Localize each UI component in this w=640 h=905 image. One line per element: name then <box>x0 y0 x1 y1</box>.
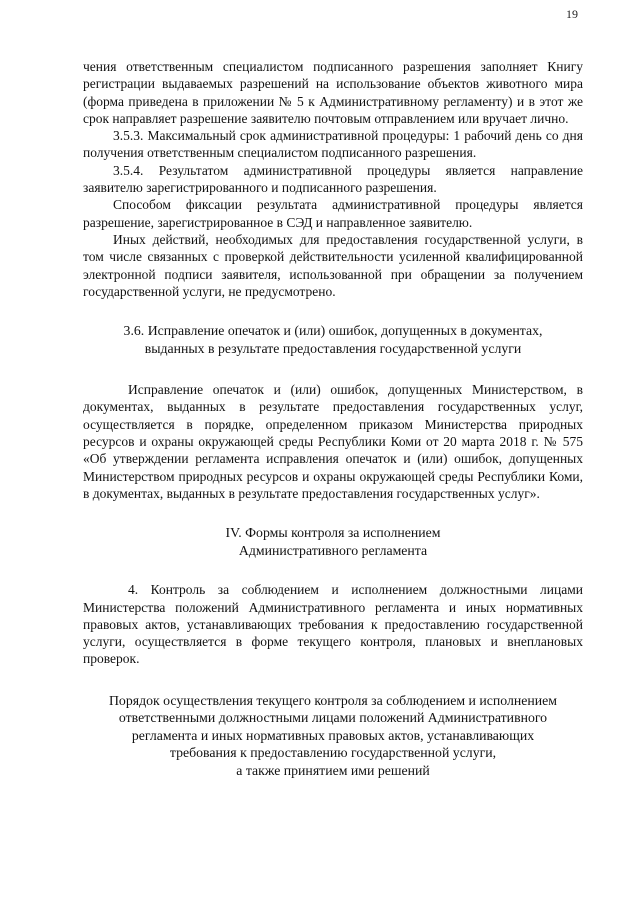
document-body <box>83 58 583 779</box>
subsection-heading-line-5: а также принятием ими решений <box>236 762 430 778</box>
paragraph-continuation: чения ответственным специалистом подписанного разрешения заполняет Книгу регистрации выдаваемых разрешений на использование объектов животного мира (форма приведена в приложении № 5 к Административному регламенту) и в этот же срок направляет разрешение заявителю почтовым отправлением или вручает лично. <box>83 59 583 126</box>
subsection-heading-control-procedure <box>83 692 583 780</box>
subsection-heading-line-4: требования к предоставлению государственной услуги, <box>169 745 497 761</box>
subsection-heading-line-3: регламента и иных нормативных правовых актов, устанавливающих <box>131 727 535 743</box>
paragraph-3-5-3: 3.5.3. Максимальный срок административной процедуры: 1 рабочий день со дня получения ответственным специалистом подписанного разрешения. <box>83 128 583 161</box>
subsection-heading-line-2: ответственными должностными лицами положений Административного <box>118 710 548 726</box>
paragraph-fixation-method: Способом фиксации результата административной процедуры является разрешение, зарегистрированное в СЭД и направленное заявителю. <box>83 197 583 230</box>
paragraph-4-control: 4. Контроль за соблюдением и исполнением должностными лицами Министерства положений Административного регламента и иных нормативных правовых актов, устанавливающих требования к предоставлению государственной услуги, осуществляется в форме текущего контроля, плановых и внеплановых проверок. <box>83 582 583 667</box>
paragraph-corrections: Исправление опечаток и (или) ошибок, допущенных Министерством, в документах, выданных в результате предоставления государственных услуг, осуществляется в порядке, определенном приказом Министерства природных ресурсов и охраны окружающей среды Республики Коми от 20 марта 2018 г. № 575 «Об утверждении регламента исправления опечаток и (или) ошибок, допущенных Министерством природных ресурсов и охраны окружающей среды Республики Коми, в документах, выданных в результате предоставления государственных услуг». <box>83 382 583 501</box>
section-heading-3-6-line-1: 3.6. Исправление опечаток и (или) ошибок, допущенных в документах, <box>123 323 543 339</box>
chapter-heading-iv <box>83 524 583 559</box>
paragraph-other-actions: Иных действий, необходимых для предоставления государственной услуги, в том числе связанных с проверкой действительности усиленной квалифицированной электронной подписи заявителя, использованной при обращении за получением государственной услуги, не предусмотрено. <box>83 231 583 299</box>
paragraph-3-5-4: 3.5.4. Результатом административной процедуры является направление заявителю зарегистрированного и подписанного разрешения. <box>83 162 583 196</box>
section-heading-3-6 <box>83 322 583 357</box>
chapter-heading-iv-line-1: IV. Формы контроля за исполнением <box>225 525 441 541</box>
page-number: 19 <box>566 7 578 21</box>
subsection-heading-line-1: Порядок осуществления текущего контроля за соблюдением и исполнением <box>108 692 558 708</box>
section-heading-3-6-line-2: выданных в результате предоставления государственной услуги <box>144 340 522 356</box>
chapter-heading-iv-line-2: Административного регламента <box>238 542 428 558</box>
